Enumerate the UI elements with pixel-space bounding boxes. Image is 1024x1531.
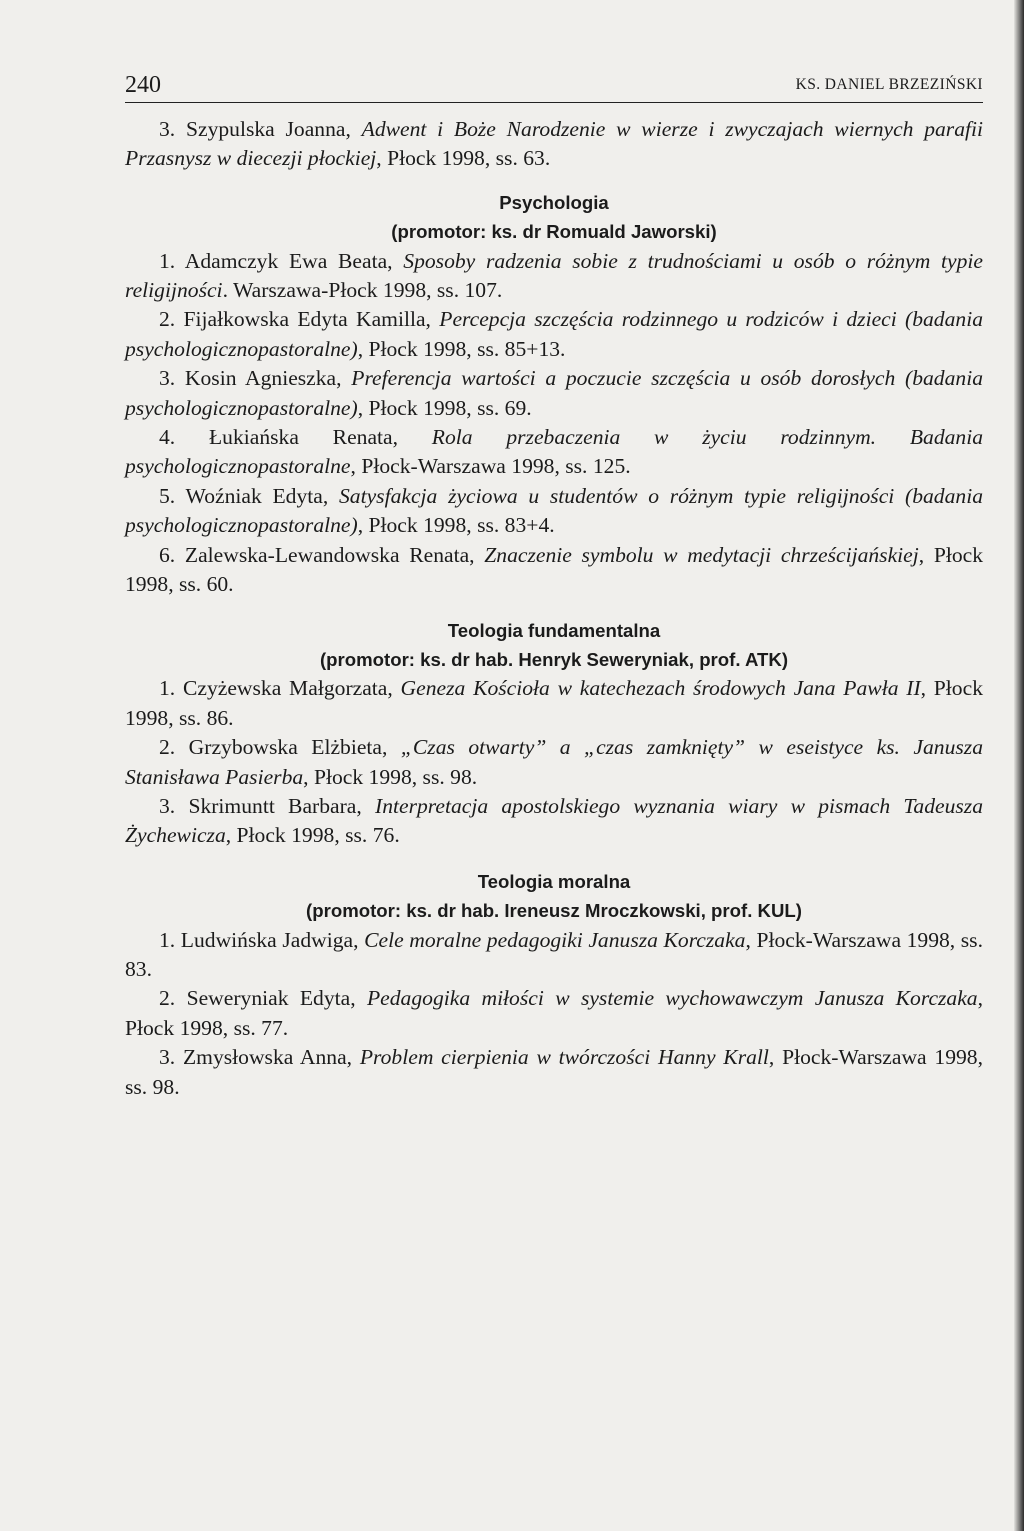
section-promotor: (promotor: ks. dr hab. Henryk Seweryniak, prof. ATK) [319,648,789,670]
page-number: 240 [125,72,161,98]
bibliography-entry: 3. Zmysłowska Anna, Problem cierpienia w twórczości Hanny Krall, Płock-Warszawa 1998, ss. 98. [125,1045,983,1099]
section-title: Teologia moralna [477,870,631,892]
section-teologia-moralna [125,867,983,1102]
section-psychologia [125,188,983,600]
bibliography-entry: 1. Adamczyk Ewa Beata, Sposoby radzenia sobie z trudnościami u osób o różnym typie religijności. Warszawa-Płock 1998, ss. 107. [125,248,983,303]
page-header [125,70,983,103]
bibliography-entry: 1. Ludwińska Jadwiga, Cele moralne pedagogiki Janusza Korczaka, Płock-Warszawa 1998, ss. 83. [125,927,983,981]
section-promotor: (promotor: ks. dr Romuald Jaworski) [391,221,717,243]
bibliography-entry: 2. Grzybowska Elżbieta, „Czas otwarty” a „czas zamknięty” w eseistyce ks. Janusza Stanisława Pasierba, Płock 1998, ss. 98. [125,735,983,789]
running-head: KS. DANIEL BRZEZIŃSKI [795,76,983,93]
section-title: Psychologia [499,191,609,213]
page-content [125,115,983,1102]
bibliography-entry: 2. Fijałkowska Edyta Kamilla, Percepcja szczęścia rodzinnego u rodziców i dzieci (badania psychologicznopastoralne), Płock 1998, ss. 85+13. [125,307,983,361]
bibliography-entry: 3. Szypulska Joanna, Adwent i Boże Narodzenie w wierze i zwyczajach wiernych parafii Przasnysz w diecezji płockiej, Płock 1998, ss. 63. [125,117,983,171]
section-title: Teologia fundamentalna [447,619,661,641]
bibliography-entry: 3. Skrimuntt Barbara, Interpretacja apostolskiego wyznania wiary w pismach Tadeusza Żychewicza, Płock 1998, ss. 76. [125,793,983,848]
bibliography-entry: 4. Łukiańska Renata, Rola przebaczenia w życiu rodzinnym. Badania psychologicznopastoralne, Płock-Warszawa 1998, ss. 125. [125,425,984,479]
page-edge-shadow [1014,0,1024,1531]
bibliography-entry: 1. Czyżewska Małgorzata, Geneza Kościoła w katechezach środowych Jana Pawła II, Płock 1998, ss. 86. [125,676,983,730]
bibliography-entry: 2. Seweryniak Edyta, Pedagogika miłości w systemie wychowawczym Janusza Korczaka, Płock 1998, ss. 77. [125,986,984,1040]
section-teologia-fundamentalna [125,616,983,851]
bibliography-entry: 5. Woźniak Edyta, Satysfakcja życiowa u studentów o różnym typie religijności (badania psychologicznopastoralne), Płock 1998, ss. 83+4. [125,483,983,538]
bibliography-entry: 6. Zalewska-Lewandowska Renata, Znaczenie symbolu w medytacji chrześcijańskiej, Płock 1998, ss. 60. [125,542,984,597]
bibliography-entry: 3. Kosin Agnieszka, Preferencja wartości a poczucie szczęścia u osób dorosłych (badania psychologicznopastoralne), Płock 1998, ss. 69. [125,366,983,420]
section-promotor: (promotor: ks. dr hab. Ireneusz Mroczkowski, prof. KUL) [306,900,802,922]
